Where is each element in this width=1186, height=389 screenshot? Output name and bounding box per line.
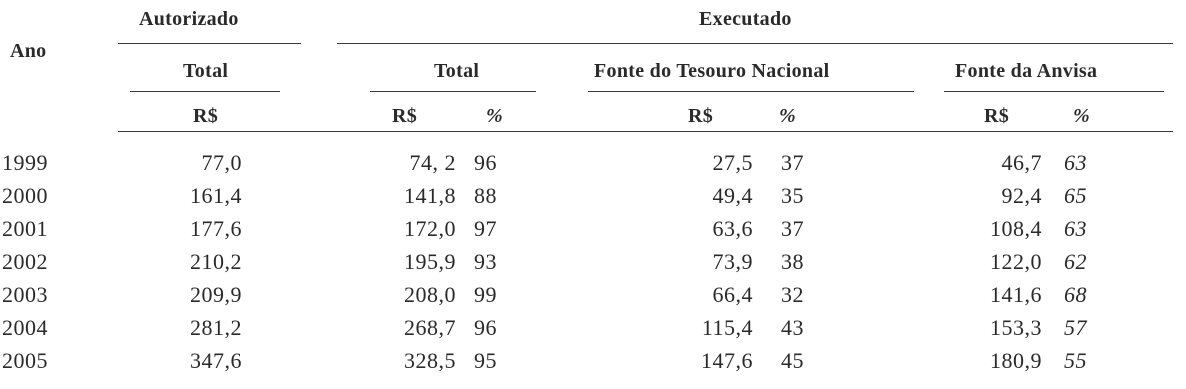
header-ano: Ano [10,40,47,62]
cell-exe-rs: 268,7 [404,315,456,340]
cell-tes-rs: 73,9 [712,249,753,274]
header-fonte-anvisa: Fonte da Anvisa [955,60,1098,82]
unit-tesouro-pct: % [779,105,796,127]
cell-anv-pct: 68 [1064,282,1087,307]
cell-exe-pct: 96 [474,150,497,175]
cell-ano: 2002 [2,249,48,274]
cell-anv-pct: 65 [1064,183,1087,208]
cell-aut: 161,4 [190,183,242,208]
cell-ano: 2001 [2,216,48,241]
rule-fonte-tesouro [588,91,914,92]
cell-anv-pct: 57 [1064,315,1087,340]
cell-exe-rs: 74, 2 [409,150,456,175]
cell-ano: 2005 [2,348,48,373]
rule-total-executado [370,91,536,92]
cell-anv-rs: 46,7 [1001,150,1042,175]
cell-ano: 2004 [2,315,48,340]
cell-tes-rs: 147,6 [701,348,753,373]
cell-exe-rs: 172,0 [404,216,456,241]
cell-aut: 281,2 [190,315,242,340]
rule-executado [337,43,1173,44]
cell-tes-pct: 37 [781,150,804,175]
header-total-executado: Total [434,60,480,82]
cell-anv-rs: 153,3 [990,315,1042,340]
cell-exe-pct: 93 [474,249,497,274]
cell-anv-pct: 55 [1064,348,1087,373]
cell-anv-pct: 63 [1064,216,1087,241]
cell-exe-rs: 195,9 [404,249,456,274]
cell-exe-pct: 96 [474,315,497,340]
rule-total-autorizado [130,91,280,92]
cell-exe-pct: 95 [474,348,497,373]
cell-tes-rs: 63,6 [712,216,753,241]
cell-exe-pct: 99 [474,282,497,307]
unit-autorizado-rs: R$ [193,105,219,127]
cell-aut: 347,6 [190,348,242,373]
cell-anv-rs: 108,4 [990,216,1042,241]
cell-anv-pct: 62 [1064,249,1087,274]
cell-anv-rs: 122,0 [990,249,1042,274]
cell-anv-rs: 180,9 [990,348,1042,373]
cell-aut: 77,0 [201,150,242,175]
header-total-autorizado: Total [183,60,229,82]
cell-tes-rs: 49,4 [712,183,753,208]
cell-tes-rs: 115,4 [701,315,753,340]
cell-tes-pct: 45 [781,348,804,373]
cell-aut: 210,2 [190,249,242,274]
cell-tes-pct: 32 [781,282,804,307]
header-executado: Executado [699,8,792,30]
rule-autorizado [118,43,301,44]
rule-header-bottom [118,131,1173,132]
unit-executado-pct: % [486,105,503,127]
cell-anv-rs: 141,6 [990,282,1042,307]
cell-ano: 2003 [2,282,48,307]
cell-ano: 1999 [2,150,48,175]
cell-exe-pct: 97 [474,216,497,241]
unit-anvisa-rs: R$ [984,105,1010,127]
cell-anv-rs: 92,4 [1001,183,1042,208]
cell-ano: 2000 [2,183,48,208]
unit-anvisa-pct: % [1073,105,1090,127]
header-fonte-tesouro: Fonte do Tesouro Nacional [594,60,830,82]
cell-tes-pct: 35 [781,183,804,208]
cell-exe-pct: 88 [474,183,497,208]
cell-aut: 209,9 [190,282,242,307]
cell-tes-pct: 37 [781,216,804,241]
cell-aut: 177,6 [190,216,242,241]
cell-tes-rs: 27,5 [712,150,753,175]
cell-exe-rs: 141,8 [404,183,456,208]
unit-executado-rs: R$ [392,105,418,127]
cell-exe-rs: 208,0 [404,282,456,307]
unit-tesouro-rs: R$ [688,105,714,127]
rule-fonte-anvisa [944,91,1164,92]
cell-tes-rs: 66,4 [712,282,753,307]
cell-exe-rs: 328,5 [404,348,456,373]
header-autorizado: Autorizado [139,8,239,30]
cell-tes-pct: 38 [781,249,804,274]
cell-anv-pct: 63 [1064,150,1087,175]
cell-tes-pct: 43 [781,315,804,340]
